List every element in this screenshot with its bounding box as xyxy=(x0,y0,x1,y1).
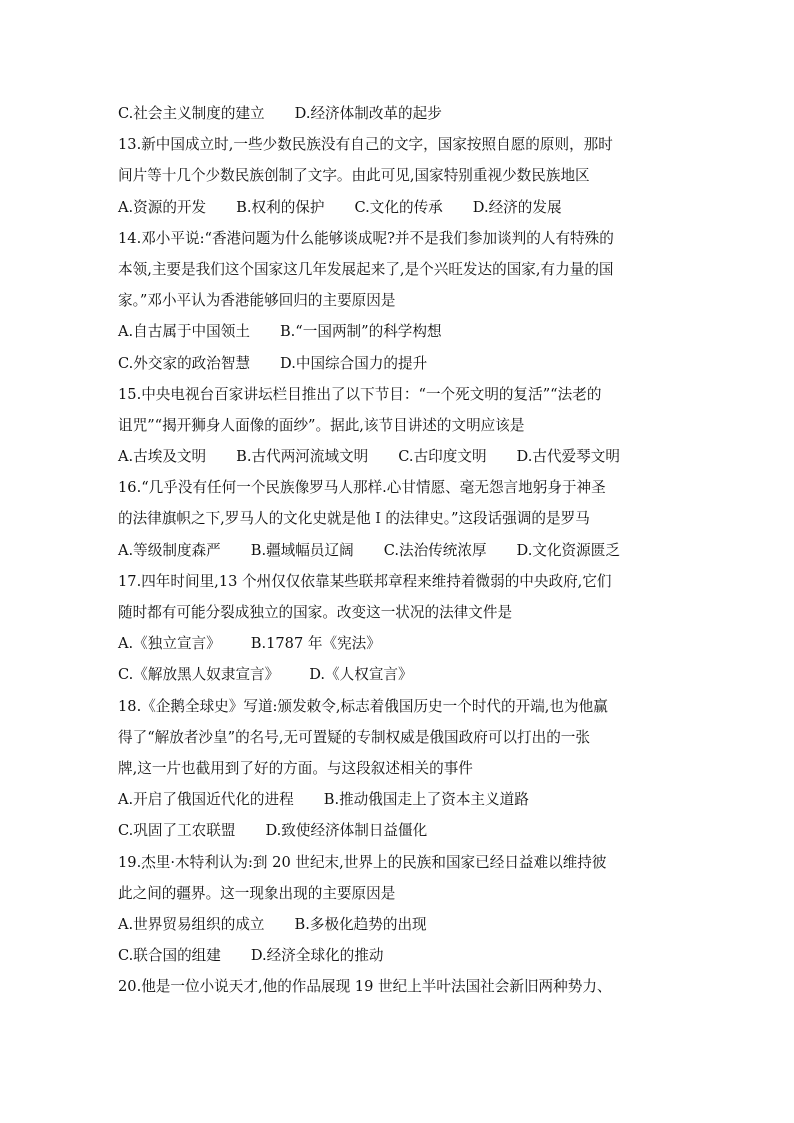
q18-option-b: B.推动俄国走上了资本主义道路 xyxy=(323,791,529,809)
q13-option-b: B.权利的保护 xyxy=(236,198,325,216)
q17-option-b: B.1787 年《宪法》 xyxy=(250,635,381,653)
q15-option-b: B.古代两河流域文明 xyxy=(236,448,369,466)
q17-option-a: A.《独立宣言》 xyxy=(118,635,221,653)
q13-options xyxy=(118,192,678,223)
q15-stem-line-1: 15.中央电视台百家讲坛栏目推出了以下节目：“一个死文明的复活”“法老的 xyxy=(118,385,602,403)
q17-option-d: D.《人权宣言》 xyxy=(309,666,413,684)
exam-page xyxy=(118,98,678,1002)
q18-options-cd xyxy=(118,815,678,846)
q15-stem-line-2: 诅咒”“揭开狮身人面像的面纱”。据此,该节目讲述的文明应该是 xyxy=(118,416,525,434)
q14-option-a: A.自古属于中国领土 xyxy=(118,323,250,341)
q16-stem-line-2: 的法律旗帜之下,罗马人的文化史就是他Ｉ的法律史。”这段话强调的是罗马 xyxy=(118,510,590,528)
q13-option-c: C.文化的传承 xyxy=(354,198,443,216)
q19-stem-line-2: 此之间的疆界。这一现象出现的主要原因是 xyxy=(118,884,396,902)
q18-stem-line-1: 18.《企鹅全球史》写道:颁发敕令,标志着俄国历史一个时代的开端,也为他赢 xyxy=(118,697,608,715)
q18-option-c: C.巩固了工农联盟 xyxy=(118,822,236,840)
q16-option-b: B.疆域幅员辽阔 xyxy=(250,541,354,559)
q16-options xyxy=(118,535,678,566)
q14-stem-line-3: 家。”邓小平认为香港能够回归的主要原因是 xyxy=(118,292,396,310)
q17-option-c: C.《解放黑人奴隶宣言》 xyxy=(118,666,280,684)
q16-stem-line-1: 16.“几乎没有任何一个民族像罗马人那样.心甘情愿、毫无怨言地躬身于神圣 xyxy=(118,479,606,497)
q14-stem-line-2: 本领,主要是我们这个国家这几年发展起来了,是个兴旺发达的国家,有力量的国 xyxy=(118,260,614,278)
q14-options-cd xyxy=(118,348,678,379)
q18-stem-line-2: 得了“解放者沙皇”的名号,无可置疑的专制权威是俄国政府可以打出的一张 xyxy=(118,728,590,746)
q19-options-ab xyxy=(118,909,678,940)
q16-option-c: C.法治传统浓厚 xyxy=(383,541,487,559)
q19-option-c: C.联合国的组建 xyxy=(118,947,221,965)
q14-stem-line-1: 14.邓小平说:“香港问题为什么能够谈成呢?并不是我们参加谈判的人有特殊的 xyxy=(118,229,614,247)
q16-option-a: A.等级制度森严 xyxy=(118,541,221,559)
q14-option-b: B.“一国两制”的科学构想 xyxy=(279,323,442,341)
q19-option-a: A.世界贸易组织的成立 xyxy=(118,915,265,933)
q13-option-a: A.资源的开发 xyxy=(118,198,207,216)
q17-stem-line-1: 17.四年时间里,13 个州仅仅依靠某些联邦章程来维持着微弱的中央政府,它们 xyxy=(118,572,612,590)
q17-options-ab xyxy=(118,628,678,659)
q20-stem-line-1: 20.他是一位小说天才,他的作品展现 19 世纪上半叶法国社会新旧两种势力、 xyxy=(118,978,612,996)
q19-option-b: B.多极化趋势的出现 xyxy=(294,915,427,933)
q16-option-d: D.文化资源匮乏 xyxy=(516,541,620,559)
q17-stem-line-2: 随时都有可能分裂成独立的国家。改变这一状况的法律文件是 xyxy=(118,604,513,621)
q18-stem-line-3: 牌,这一片也截用到了好的方面。与这段叙述相关的事件 xyxy=(118,759,473,777)
q19-option-d: D.经济全球化的推动 xyxy=(250,947,384,965)
q13-stem-line-2: 间片等十几个少数民族创制了文字。由此可见,国家特别重视少数民族地区 xyxy=(118,167,590,185)
q18-option-a: A.开启了俄国近代化的进程 xyxy=(118,791,294,809)
q14-option-c: C.外交家的政治智慧 xyxy=(118,354,251,372)
q15-option-a: A.古埃及文明 xyxy=(118,448,207,466)
q12-option-c: C.社会主义制度的建立 xyxy=(118,105,265,122)
q14-options-ab xyxy=(118,316,678,347)
q13-option-d: D.经济的发展 xyxy=(472,198,562,216)
q15-options xyxy=(118,441,678,472)
q19-options-cd xyxy=(118,940,678,971)
q14-option-d: D.中国综合国力的提升 xyxy=(280,354,428,372)
q15-option-d: D.古代爱琴文明 xyxy=(516,448,620,466)
q12-options-cd xyxy=(118,98,678,129)
q18-options-ab xyxy=(118,784,678,815)
q18-option-d: D.致使经济体制日益僵化 xyxy=(265,822,428,840)
q15-option-c: C.古印度文明 xyxy=(398,448,487,466)
q17-options-cd xyxy=(118,659,678,690)
q19-stem-line-1: 19.杰里·木特利认为:到 20 世纪末,世界上的民族和国家已经日益难以维持彼 xyxy=(118,853,607,871)
q13-stem-line-1: 13.新中国成立时,一些少数民族没有自己的文字，国家按照自愿的原则，那时 xyxy=(118,136,613,154)
q12-option-d: D.经济体制改革的起步 xyxy=(294,105,442,122)
